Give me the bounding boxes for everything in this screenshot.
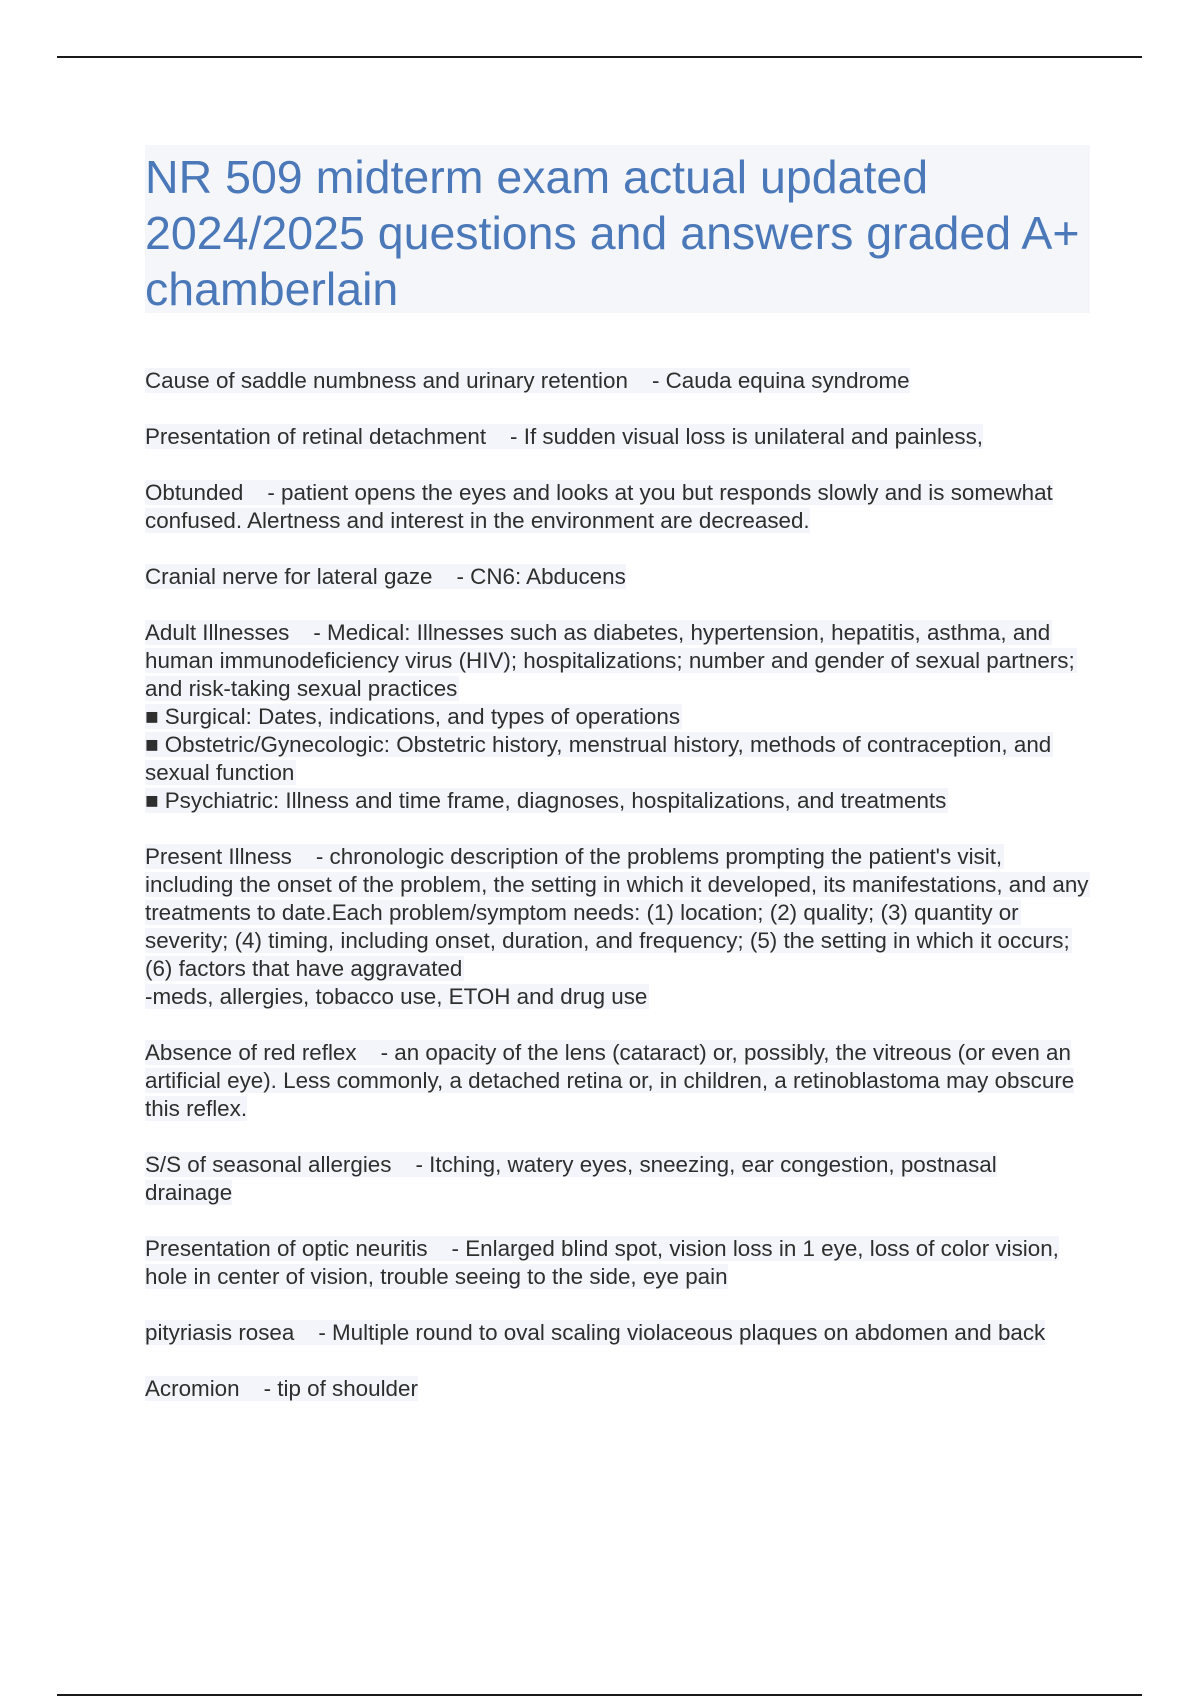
qa-term: S/S of seasonal allergies: [145, 1152, 392, 1177]
qa-answer: - Itching, watery eyes, sneezing, ear congestion, postnasal drainage: [145, 1152, 997, 1205]
qa-answer: - patient opens the eyes and looks at you but responds slowly and is somewhat confused. Alertness and interest in the environment are decreased.: [145, 480, 1053, 533]
qa-term: Obtunded: [145, 480, 244, 505]
qa-bullet-line: ■ Psychiatric: Illness and time frame, diagnoses, hospitalizations, and treatments: [145, 788, 947, 813]
qa-term: Absence of red reflex: [145, 1040, 357, 1065]
qa-entry: [145, 1375, 1090, 1403]
top-divider: [57, 56, 1142, 58]
qa-entry: [145, 563, 1090, 591]
bottom-divider: [57, 1694, 1142, 1696]
qa-answer: - chronologic description of the problems prompting the patient's visit, including the onset of the problem, the setting in which it developed, its manifestations, and any treatments to date.Each problem/symptom needs: (1) location; (2) quality; (3) quantity or severity; (4) timing, including onset, duration, and frequency; (5) the setting in which it occurs; (6) factors that have aggravated: [145, 844, 1089, 981]
qa-term: Present Illness: [145, 844, 292, 869]
qa-answer: - Multiple round to oval scaling violaceous plaques on abdomen and back: [318, 1320, 1046, 1345]
qa-entry: [145, 1151, 1090, 1207]
qa-term: Presentation of retinal detachment: [145, 424, 487, 449]
qa-term: Cause of saddle numbness and urinary retention: [145, 368, 628, 393]
qa-term: Cranial nerve for lateral gaze: [145, 564, 433, 589]
qa-term: Adult Illnesses: [145, 620, 290, 645]
qa-entry: [145, 1319, 1090, 1347]
qa-answer: - Enlarged blind spot, vision loss in 1 eye, loss of color vision, hole in center of vision, trouble seeing to the side, eye pain: [145, 1236, 1059, 1289]
qa-entry: [145, 1235, 1090, 1291]
qa-answer: - If sudden visual loss is unilateral and painless,: [510, 424, 983, 449]
qa-bullet-line: ■ Obstetric/Gynecologic: Obstetric history, menstrual history, methods of contraception, and sexual function: [145, 732, 1052, 785]
qa-list: [145, 367, 1090, 1431]
qa-answer: - Cauda equina syndrome: [651, 368, 910, 393]
qa-answer: - an opacity of the lens (cataract) or, possibly, the vitreous (or even an artificial eye). Less commonly, a detached retina or, in children, a retinoblastoma may obscure this reflex.: [145, 1040, 1075, 1121]
qa-entry: [145, 619, 1090, 815]
qa-entry: [145, 423, 1090, 451]
qa-extra-line: -meds, allergies, tobacco use, ETOH and drug use: [145, 984, 648, 1009]
qa-term: Presentation of optic neuritis: [145, 1236, 428, 1261]
qa-term: Acromion: [145, 1376, 240, 1401]
qa-term: pityriasis rosea: [145, 1320, 295, 1345]
qa-entry: [145, 479, 1090, 535]
document-title: NR 509 midterm exam actual updated 2024/2025 questions and answers graded A+ chamberlain: [145, 151, 1080, 315]
qa-answer: - Medical: Illnesses such as diabetes, hypertension, hepatitis, asthma, and human immunodeficiency virus (HIV); hospitalizations; number and gender of sexual partners; and risk-taking sexual practices: [145, 620, 1075, 701]
qa-entry: [145, 367, 1090, 395]
title-block: [145, 145, 1090, 313]
qa-bullet-line: ■ Surgical: Dates, indications, and types of operations: [145, 704, 681, 729]
qa-entry: [145, 1039, 1090, 1123]
qa-entry: [145, 843, 1090, 1011]
qa-answer: - CN6: Abducens: [456, 564, 626, 589]
qa-answer: - tip of shoulder: [263, 1376, 418, 1401]
